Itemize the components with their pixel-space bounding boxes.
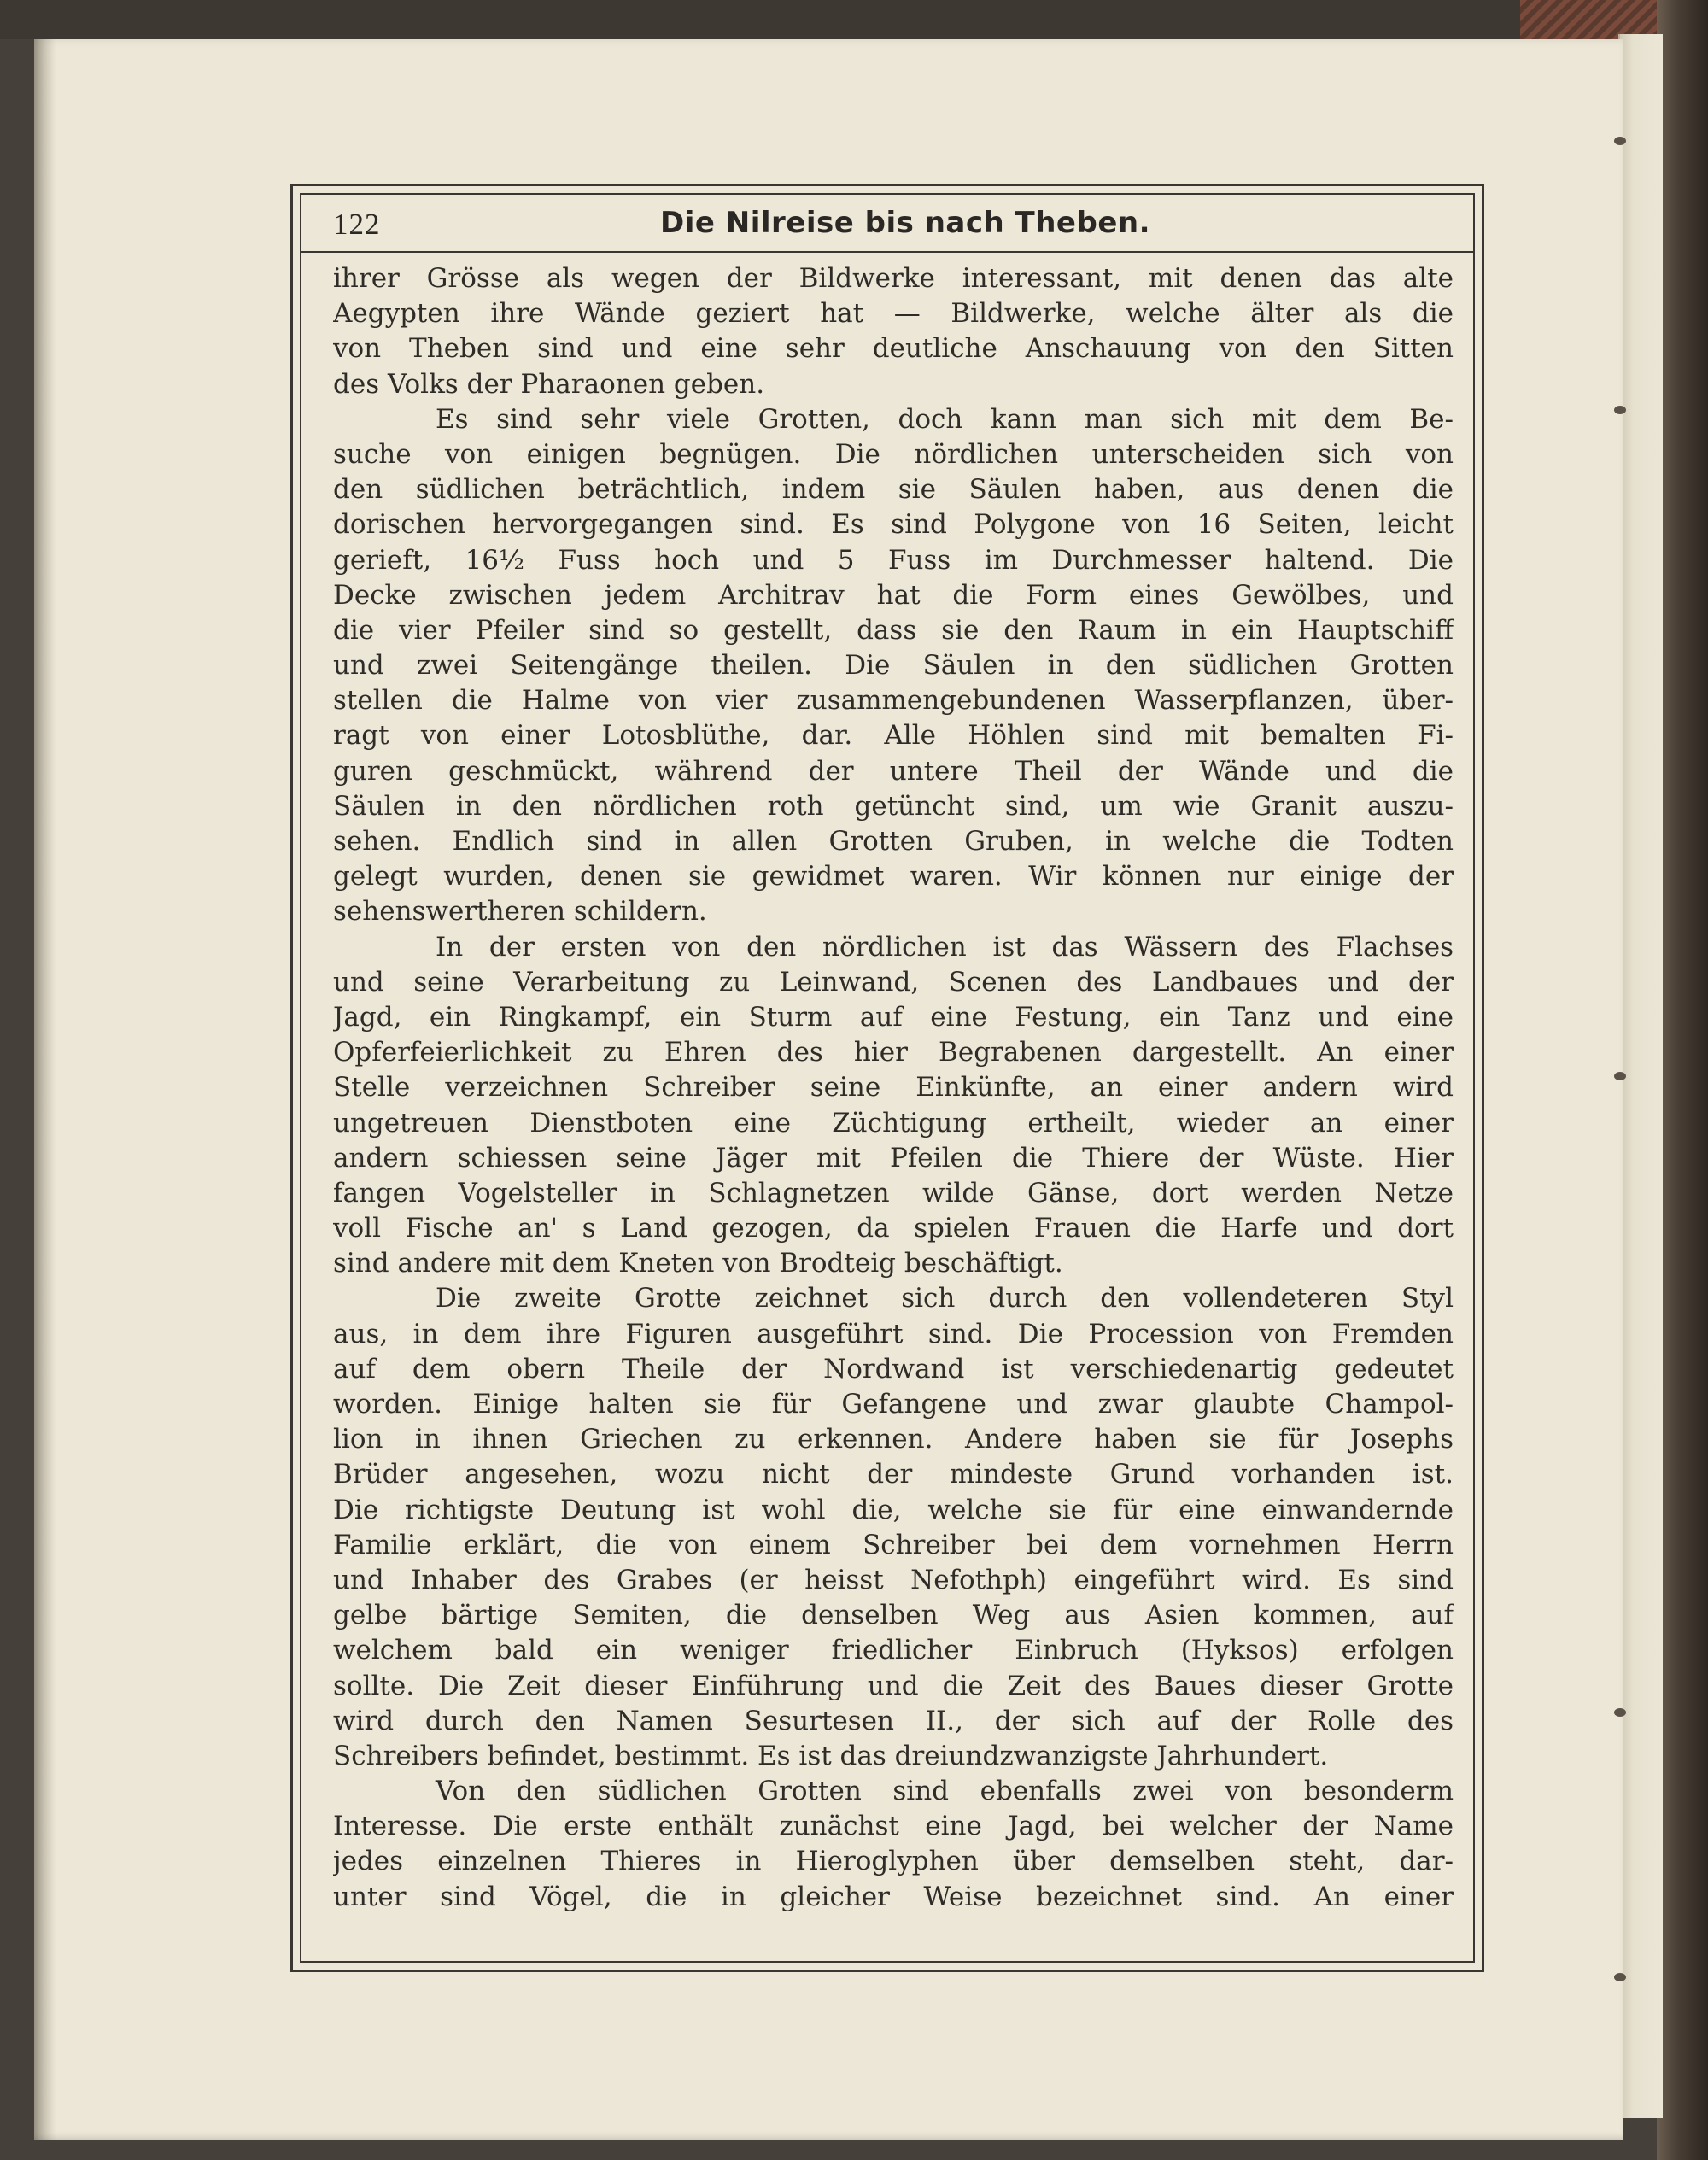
text-line: Opferfeierlichkeit zu Ehren des hier Begrabenen dargestellt. An einer bbox=[333, 1037, 1454, 1068]
text-line: Säulen in den nördlichen roth getüncht sind, um wie Granit auszu- bbox=[333, 790, 1454, 822]
text-line: und seine Verarbeitung zu Leinwand, Scenen des Landbaues und der bbox=[333, 966, 1454, 998]
text-line: sollte. Die Zeit dieser Einführung und die Zeit des Baues dieser Grotte bbox=[333, 1670, 1454, 1701]
text-line: wird durch den Namen Sesurtesen II., der sich auf der Rolle des bbox=[333, 1705, 1454, 1736]
page-edge-mark bbox=[1614, 1973, 1626, 1981]
text-line: sind andere mit dem Kneten von Brodteig beschäftigt. bbox=[333, 1248, 1063, 1279]
running-title: Die Nilreise bis nach Theben. bbox=[659, 206, 1151, 240]
text-line: welchem bald ein weniger friedlicher Einbruch (Hyksos) erfolgen bbox=[333, 1635, 1454, 1666]
text-line: die vier Pfeiler sind so gestellt, dass sie den Raum in ein Hauptschiff bbox=[333, 614, 1454, 646]
text-line: gelbe bärtige Semiten, die denselben Weg aus Asien kommen, auf bbox=[333, 1600, 1454, 1631]
text-line: unter sind Vögel, die in gleicher Weise bezeichnet sind. An einer bbox=[333, 1881, 1454, 1912]
text-line: Es sind sehr viele Grotten, doch kann man sich mit dem Be- bbox=[436, 403, 1454, 435]
page-edge-mark bbox=[1614, 1708, 1626, 1717]
text-line: ungetreuen Dienstboten eine Züchtigung ertheilt, wieder an einer bbox=[333, 1107, 1454, 1139]
text-line: In der ersten von den nördlichen ist das Wässern des Flachses bbox=[436, 931, 1454, 963]
text-line: und Inhaber des Grabes (er heisst Nefothph) eingeführt wird. Es sind bbox=[333, 1564, 1454, 1595]
page-edge-mark bbox=[1614, 1072, 1626, 1080]
text-line: Stelle verzeichnen Schreiber seine Einkünfte, an einer andern wird bbox=[333, 1072, 1454, 1103]
text-line: gelegt wurden, denen sie gewidmet waren. Wir können nur einige der bbox=[333, 861, 1454, 893]
text-line: guren geschmückt, während der untere Theil der Wände und die bbox=[333, 755, 1454, 787]
text-line: des Volks der Pharaonen geben. bbox=[333, 368, 765, 400]
text-line: und zwei Seitengänge theilen. Die Säulen in den südlichen Grotten bbox=[333, 650, 1454, 682]
text-line: lion in ihnen Griechen zu erkennen. Andere haben sie für Josephs bbox=[333, 1424, 1454, 1455]
page-number: 122 bbox=[333, 208, 381, 241]
book-cover-right bbox=[1657, 0, 1708, 2160]
text-line: suche von einigen begnügen. Die nördlichen unterscheiden sich von bbox=[333, 438, 1454, 470]
scan-background-top bbox=[0, 0, 1708, 39]
text-line: aus, in dem ihre Figuren ausgeführt sind. Die Procession von Fremden bbox=[333, 1318, 1454, 1349]
text-line: fangen Vogelsteller in Schlagnetzen wilde Gänse, dort werden Netze bbox=[333, 1177, 1454, 1209]
text-line: ihrer Grösse als wegen der Bildwerke interessant, mit denen das alte bbox=[333, 263, 1454, 294]
text-line: Familie erklärt, die von einem Schreiber bei dem vornehmen Herrn bbox=[333, 1529, 1454, 1560]
text-line: Schreibers befindet, bestimmt. Es ist das dreiundzwanzigste Jahrhundert. bbox=[333, 1740, 1329, 1771]
text-line: Jagd, ein Ringkampf, ein Sturm auf eine Festung, ein Tanz und eine bbox=[333, 1001, 1454, 1033]
text-line: sehenswertheren schildern. bbox=[333, 896, 707, 928]
text-line: auf dem obern Theile der Nordwand ist verschiedenartig gedeutet bbox=[333, 1353, 1454, 1384]
text-line: Brüder angesehen, wozu nicht der mindeste Grund vorhanden ist. bbox=[333, 1459, 1454, 1490]
header-rule bbox=[300, 251, 1475, 253]
text-line: Decke zwischen jedem Architrav hat die Form eines Gewölbes, und bbox=[333, 579, 1454, 611]
text-line: sehen. Endlich sind in allen Grotten Gruben, in welche die Todten bbox=[333, 826, 1454, 857]
text-line: voll Fische an' s Land gezogen, da spielen Frauen die Harfe und dort bbox=[333, 1213, 1454, 1244]
body-text bbox=[333, 261, 1454, 1915]
page-edge-mark bbox=[1614, 406, 1626, 414]
text-line: Von den südlichen Grotten sind ebenfalls zwei von besonderm bbox=[436, 1776, 1454, 1807]
text-line: gerieft, 16½ Fuss hoch und 5 Fuss im Durchmesser haltend. Die bbox=[333, 544, 1454, 576]
text-line: worden. Einige halten sie für Gefangene und zwar glaubte Champol- bbox=[333, 1389, 1454, 1420]
text-line: Die richtigste Deutung ist wohl die, welche sie für eine einwandernde bbox=[333, 1494, 1454, 1525]
text-line: ragt von einer Lotosblüthe, dar. Alle Höhlen sind mit bemalten Fi- bbox=[333, 720, 1454, 752]
text-line: dorischen hervorgegangen sind. Es sind Polygone von 16 Seiten, leicht bbox=[333, 509, 1454, 541]
text-line: andern schiessen seine Jäger mit Pfeilen die Thiere der Wüste. Hier bbox=[333, 1142, 1454, 1174]
page-gutter-shadow bbox=[34, 39, 56, 2140]
text-line: Interesse. Die erste enthält zunächst eine Jagd, bei welcher der Name bbox=[333, 1811, 1454, 1842]
page-edge-mark bbox=[1614, 137, 1626, 145]
text-line: Aegypten ihre Wände geziert hat — Bildwerke, welche älter als die bbox=[333, 298, 1454, 330]
text-line: Die zweite Grotte zeichnet sich durch den vollendeteren Styl bbox=[436, 1283, 1454, 1314]
text-line: von Theben sind und eine sehr deutliche Anschauung von den Sitten bbox=[333, 333, 1454, 365]
text-line: den südlichen beträchtlich, indem sie Säulen haben, aus denen die bbox=[333, 474, 1454, 506]
text-line: stellen die Halme von vier zusammengebundenen Wasserpflanzen, über- bbox=[333, 685, 1454, 717]
text-line: jedes einzelnen Thieres in Hieroglyphen über demselben steht, dar- bbox=[333, 1846, 1454, 1877]
